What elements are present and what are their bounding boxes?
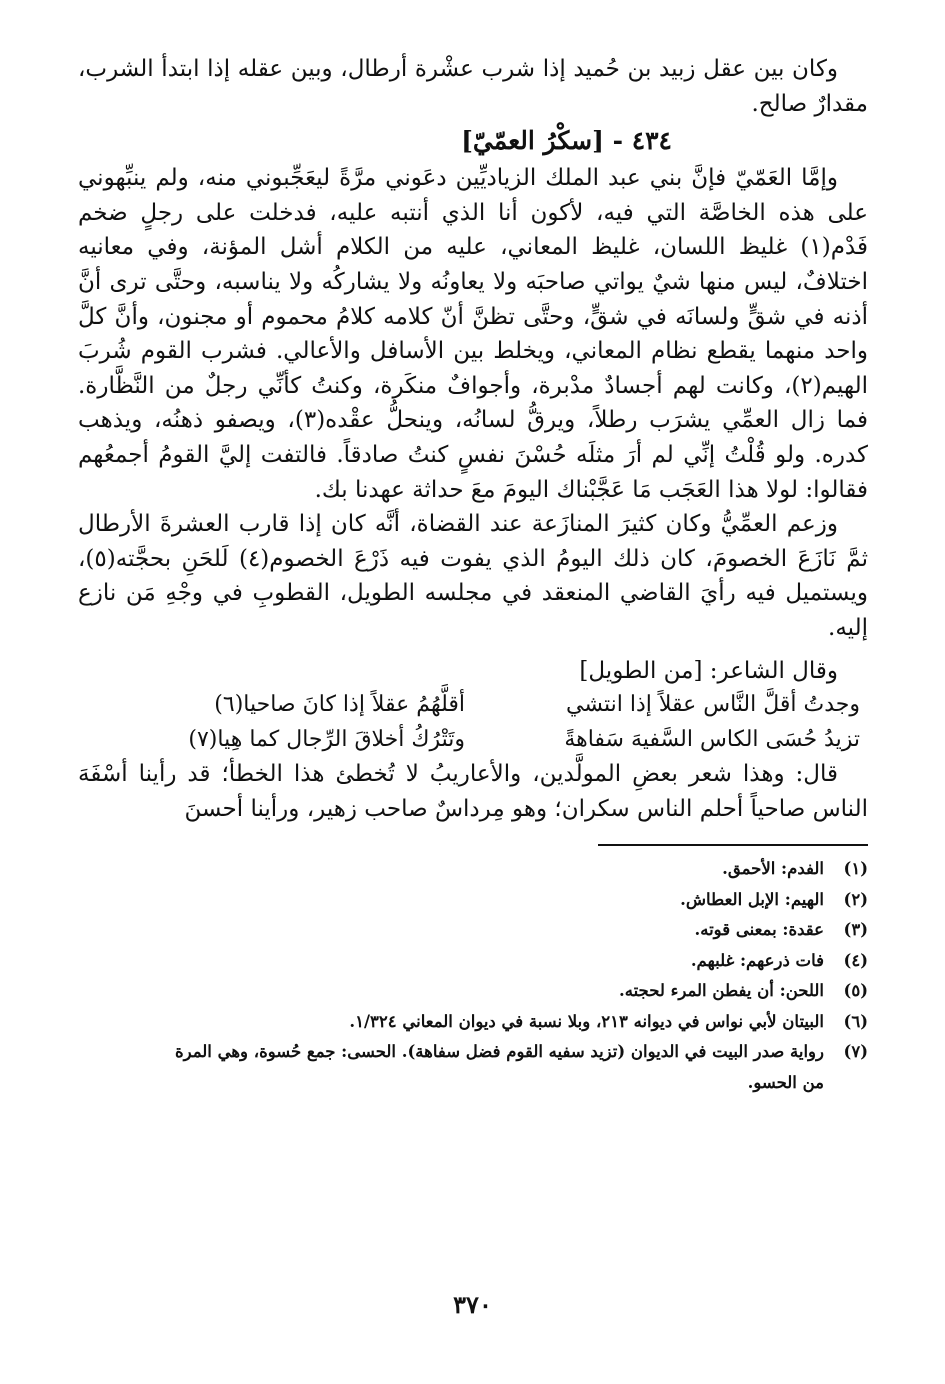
footnote-number: (٣) <box>843 920 868 940</box>
footnote-text: عقدة: بمعنى قوته. <box>694 920 824 940</box>
footnote <box>78 915 868 946</box>
footnote-number: (٤) <box>843 950 868 970</box>
paragraph-main: وإمَّا العَمّيّ فإنَّ بني عبد الملك الزياديِّين دعَوني مرَّةً ليعَجِّبوني منه، ولم ينبِّهوني على هذه الخاصَّة التي فيه، لأكون أنا الذي أنتبه عليه، فدخلت على رجلٍ ضخم فَدْم(١) غليظ اللسان، غليظ المعاني، عليه من الكلام أشل المؤنة، وفي معانيه اختلافٌ، ليس منها شيٌ يواتي صاحبَه ولا يعاونُه ولا يشاركُه ولا يناسبه، وحتَّى ترى أنَّ أذنه في شقٍّ ولسانَه في شقٍّ، وحتَّى تظنَّ أنّ كلامه كلامُ محموم أو مجنون، وأنَّ كلَّ واحد منهما يقطع نظام المعاني، ويخلط بين الأسافل والأعالي. فشرب القوم شُربَ الهيم(٢)، وكانت لهم أجسادٌ مدْبرة، وأجوافٌ منكَرة، وكنتُ كأنِّي رجلٌ من النَّظَّارة. فما زال العمِّي يشرَب رطلاً، ويرقُّ لسانُه، وينحلُّ عقْده(٣)، ويصفو ذهنُه، ويذهب كدره. ولو قُلْتُ إنِّي لم أرَ مثلَه حُسْنَ نفسٍ كنتُ صادقاً. فالتفت إليَّ القومُ أجمعُهم فقالوا: لولا هذا العَجَب مَا عَجَّبْناك اليومَ معَ حداثة عهدنا بك. <box>78 165 869 503</box>
verse-second-hemistich: أقلَّهُمُ عقلاً إذا كانَ صاحيا(٦) <box>214 692 465 718</box>
footnote-number: (١) <box>843 859 868 879</box>
footnote <box>78 1007 868 1038</box>
footnote <box>78 946 868 977</box>
footnote-separator <box>598 844 868 846</box>
paragraph-third: وزعم العمِّيُّ وكان كثيرَ المنازَعة عند القضاة، أنَّه كان إذا قارب العشرةَ الأرطال ثمَّ نَازَعَ الخصومَ، كان ذلك اليومُ الذي يفوت فيه ذَرْعَ الخصوم(٤) لَلحَنِ بحجَّته(٥)، ويستميل فيه رأيَ القاضي المنعقد في مجلسه الطويل، القطوبِ في وجْهِ مَن نازع إليه. <box>78 511 868 641</box>
footnote-text: فات ذرعهم: غلبهم. <box>690 950 824 970</box>
verse-first-hemistich: تزيدُ حُسَى الكاس السَّفيهَ سَفاهةً <box>564 726 860 752</box>
footnote-text: البيتان لأبي نواس في ديوانه ٢١٣، وبلا نسبة في ديوان المعاني ١/٣٢٤. <box>349 1011 824 1031</box>
paragraph-last: قال: وهذا شعر بعضِ المولَّدين، والأعاريبُ لا تُخطئ هذا الخطأ؛ قد رأينا أسْفَهَ الناس صاحياً أحلم الناس سكران؛ وهو مِرداسٌ صاحب زهير، ورأينا أحسنَ <box>78 761 868 822</box>
footnote-text: اللحن: أن يفطن المرء لحجته. <box>618 981 824 1001</box>
page-content <box>78 52 868 1098</box>
footnote-number: (٥) <box>843 981 868 1001</box>
footnote <box>78 976 868 1007</box>
verse-first-hemistich: وجدتُ أقلَّ النَّاس عقلاً إذا انتشي <box>566 692 860 718</box>
footnote-continuation: من الحسو. <box>747 1072 824 1092</box>
footnote-text: الفدم: الأحمق. <box>722 859 824 879</box>
poem-verse <box>78 723 868 758</box>
poem-verse <box>78 688 868 723</box>
poem-intro: وقال الشاعر: [من الطويل] <box>579 657 838 684</box>
footnote-number: (٦) <box>843 1011 868 1031</box>
footnotes <box>78 854 868 1098</box>
footnote-text: الهيم: الإبل العطاش. <box>680 889 824 909</box>
page-number: ٣٧٠ <box>453 1290 492 1319</box>
section-heading: ٤٣٤ - [سكْرُ العمّيّ] <box>461 126 672 156</box>
footnote-text: رواية صدر البيت في الديوان (تزيد سفيه القوم فضل سفاهة). الحسى: جمع حُسوة، وهي المرة <box>174 1042 824 1062</box>
footnote <box>78 885 868 916</box>
footnote <box>78 1037 868 1068</box>
footnote-number: (٢) <box>843 889 868 909</box>
verse-second-hemistich: وتَتْرُكُ أخلاقَ الرِّجال كما هِيا(٧) <box>188 726 465 752</box>
footnote-number: (٧) <box>843 1042 868 1062</box>
paragraph-intro: وكان بين عقل زبيد بن حُميد إذا شرب عشْرة أرطال، وبين عقله إذا ابتدأ الشرب، مقدارٌ صالح. <box>78 56 868 117</box>
footnote <box>78 854 868 885</box>
